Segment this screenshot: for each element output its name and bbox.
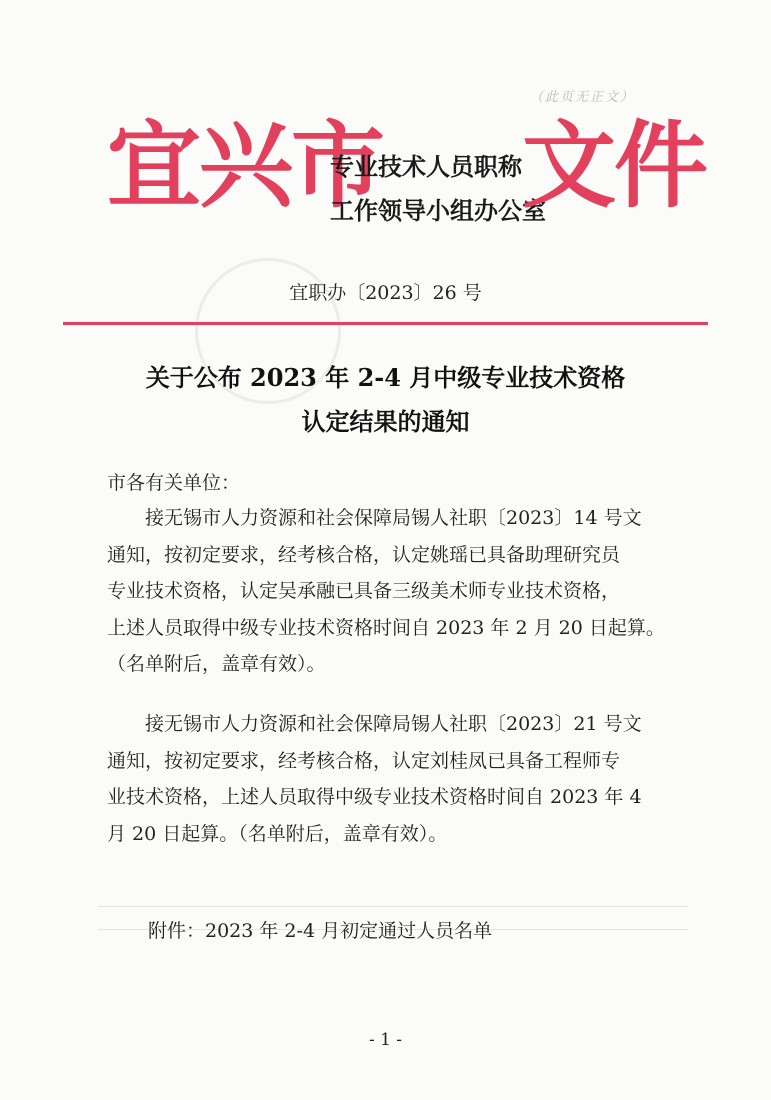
paragraph-2-line: 接无锡市人力资源和社会保障局锡人社职〔2023〕21 号文 (107, 713, 642, 735)
document-number: 宜职办〔2023〕26 号 (289, 282, 482, 304)
paragraph-1-line: （名单附后，盖章有效）。 (107, 653, 326, 675)
paragraph-2 (107, 706, 667, 852)
notice-title-line1: 关于公布 2023 年 2-4 月中级专业技术资格 (145, 363, 626, 392)
paragraph-2-line: 通知，按初定要求，经考核合格，认定刘桂凤已具备工程师专 (107, 749, 621, 772)
header-city-name: 宜兴市 (107, 112, 384, 221)
paragraph-1-line: 上述人员取得中级专业技术资格时间自 2023 年 2 月 20 日起算。 (107, 616, 665, 639)
notice-title-line2: 认定结果的通知 (301, 407, 470, 436)
header-doc-type: 文件 (522, 112, 707, 221)
page-number: - 1 - (368, 1030, 403, 1050)
header-office-line2: 工作领导小组办公室 (330, 197, 546, 225)
paragraph-1-line: 通知，按初定要求，经考核合格，认定姚瑶已具备助理研究员 (107, 543, 621, 566)
salutation: 市各有关单位： (107, 472, 241, 494)
paragraph-2-line: 月 20 日起算。（名单附后，盖章有效）。 (107, 822, 448, 845)
paragraph-1-line: 接无锡市人力资源和社会保障局锡人社职〔2023〕14 号文 (107, 507, 642, 529)
paragraph-1-line: 专业技术资格，认定吴承融已具备三级美术师专业技术资格， (107, 580, 621, 602)
attachment-note: 附件：2023 年 2-4 月初定通过人员名单 (148, 920, 493, 942)
notice-title (0, 356, 771, 444)
paragraph-2-line: 业技术资格，上述人员取得中级专业技术资格时间自 2023 年 4 (107, 786, 642, 808)
paragraph-1 (107, 500, 667, 683)
header-office-name (330, 145, 546, 233)
corner-note: （此页无正文） (530, 90, 636, 105)
red-divider-line (63, 322, 708, 325)
header-office-line1: 专业技术人员职称 (330, 153, 522, 181)
